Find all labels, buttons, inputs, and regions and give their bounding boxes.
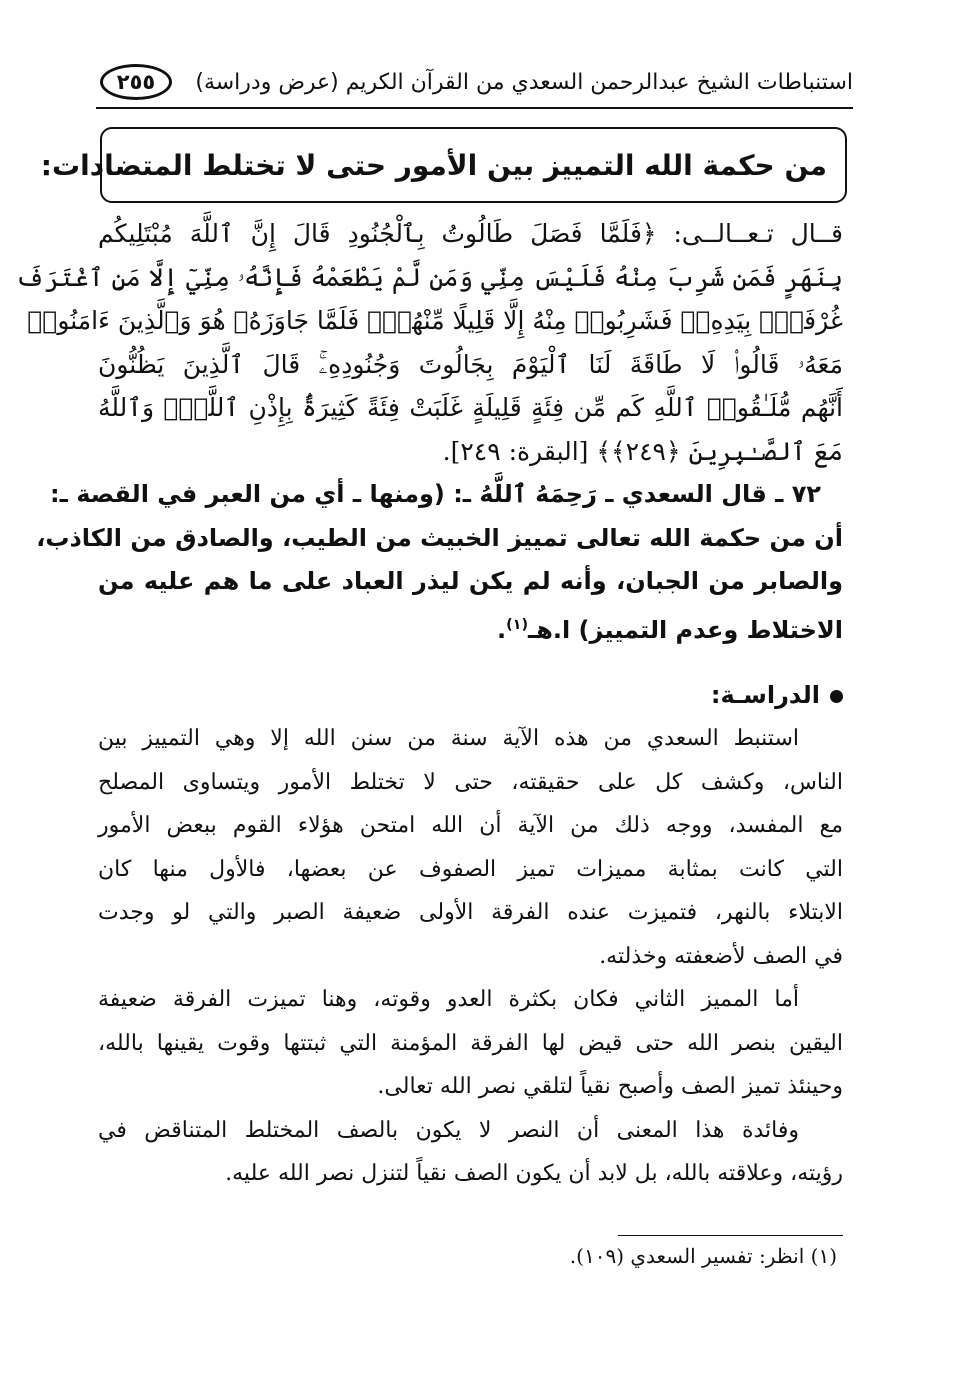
header-divider bbox=[96, 107, 853, 109]
section-title-box bbox=[40, 127, 847, 203]
footnote-reference: (١) bbox=[506, 616, 529, 633]
saadi-quote-block bbox=[36, 473, 843, 647]
study-line: الابتلاء بالنهر، فتميزت عنده الفرقة الأولى ضعيفة الصبر والتي لو وجدت bbox=[98, 900, 843, 925]
quran-verse-block bbox=[15, 212, 843, 473]
footnote: (١) انظر: تفسير السعدي (١٠٩). bbox=[569, 1244, 837, 1268]
running-header-title: استنباطات الشيخ عبدالرحمن السعدي من القرآن الكريم (عرض ودراسة) bbox=[195, 70, 853, 95]
study-line: في الصف لأضعفته وخذلته. bbox=[599, 943, 843, 969]
verse-line: غُرْفَةًۢ بِيَدِهِۦۚ فَشَرِبُوا۟ مِنْهُ إِلَّا قَلِيلًا مِّنْهُمْۚ فَلَمَّا جَاوَزَهُۥ هُوَ وَٱلَّذِينَ ءَامَنُوا۟ bbox=[27, 306, 843, 335]
running-header bbox=[96, 64, 853, 104]
study-line: وفائدة هذا المعنى أن النصر لا يكون بالصف المختلط المتناقض في bbox=[98, 1117, 799, 1143]
quote-line: أن من حكمة الله تعالى تمييز الخبيث من الطيب، والصادق من الكاذب، bbox=[36, 523, 843, 552]
verse-line: بِنَهَرٍ فَمَن شَرِبَ مِنْهُ فَلَيْسَ مِنِّي وَمَن لَّمْ يَطْعَمْهُ فَإِنَّهُۥ مِنِّيٓ إِلَّا مَنِ ٱغْتَرَفَ bbox=[15, 262, 843, 292]
study-line: الناس، وكشف كل على حقيقته، حتى لا تختلط الأمور ويتساوى المصلح bbox=[98, 769, 843, 795]
verse-line: مَعَ ٱلصَّـٰبِرِينَ ﴿٢٤٩﴾﴾ [البقرة: ٢٤٩]. bbox=[442, 436, 843, 466]
quote-line: والصابر من الجبان، وأنه لم يكن ليذر العباد على ما هم عليه من bbox=[98, 567, 843, 595]
study-line: استنبط السعدي من هذه الآية سنة من سنن الله إلا وهي التمييز بين bbox=[98, 726, 799, 751]
bullet-icon bbox=[830, 690, 843, 703]
footnote-divider bbox=[618, 1235, 843, 1236]
verse-line: قــال تـعــالــى: ﴿فَلَمَّا فَصَلَ طَالُوتُ بِٱلْجُنُودِ قَالَ إِنَّ ٱللَّهَ مُبْتَلِيكُم bbox=[98, 219, 843, 248]
verse-line: أَنَّهُم مُّلَـٰقُوا۟ ٱللَّهِ كَم مِّن فِئَةٍ قَلِيلَةٍ غَلَبَتْ فِئَةً كَثِيرَةًۢ بِإِذْنِ ٱللَّهِۗ وَٱللَّهُ bbox=[98, 393, 843, 422]
study-heading bbox=[98, 673, 843, 717]
page-body bbox=[15, 212, 843, 1196]
verse-line: مَعَهُۥ قَالُوا۟ لَا طَاقَةَ لَنَا ٱلْيَوْمَ بِجَالُوتَ وَجُنُودِهِۦۚ قَالَ ٱلَّذِينَ يَظُنُّونَ bbox=[98, 349, 843, 379]
section-title: من حكمة الله التمييز بين الأمور حتى لا تختلط المتضادات: bbox=[40, 148, 827, 182]
study-line: مع المفسد، ووجه ذلك من الآية أن الله امتحن هؤلاء القوم ببعض الأمور bbox=[98, 813, 843, 838]
quote-line: ٧٢ ـ قال السعدي ـ رَحِمَهُ ٱللَّهُ ـ: (ومنها ـ أي من العبر في القصة ـ: bbox=[50, 480, 821, 508]
page-number-badge: ٢٥٥ bbox=[100, 64, 172, 100]
study-line: وحينئذ تميز الصف وأصبح نقياً لتلقي نصر الله تعالى. bbox=[377, 1074, 843, 1099]
study-line: رؤيته، وعلاقته بالله، بل لابد أن يكون الصف نقياً لتنزل نصر الله عليه. bbox=[225, 1161, 843, 1186]
study-heading-text: الدراسـة: bbox=[710, 681, 820, 709]
study-line: اليقين بنصر الله حتى قيض لها الفرقة المؤمنة التي ثبتتها وقوت يقينها بالله، bbox=[98, 1030, 843, 1056]
study-line: أما المميز الثاني فكان بكثرة العدو وقوته، وهنا تميزت الفرقة ضعيفة bbox=[98, 987, 799, 1012]
study-line: التي كانت بمثابة مميزات تميز الصفوف عن بعضها، فالأول منها كان bbox=[98, 856, 843, 882]
study-text bbox=[98, 717, 843, 1196]
quote-line: الاختلاط وعدم التمييز) ا.هـ$^{(١)}$. bbox=[496, 615, 843, 644]
quote-line-text: الاختلاط وعدم التمييز) ا.هـ bbox=[528, 615, 843, 644]
